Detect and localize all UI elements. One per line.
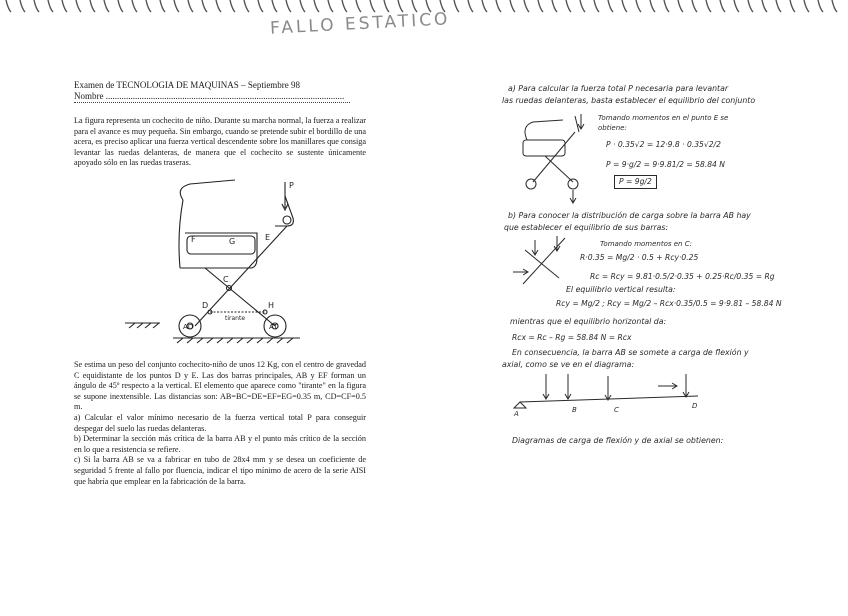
solution-b-line1: b) Para conocer la distribución de carga sobre la barra AB hay <box>508 211 751 220</box>
solution-b-line3: El equilibrio vertical resulta: <box>566 285 676 294</box>
name-line: Nombre .......................................................................................................... <box>74 91 350 103</box>
solution-a-note2: obtiene: <box>598 124 627 132</box>
solution-b-eq2: Rc = Rcy = 9.81·0.5/2·0.35 + 0.25·Rc/0.35 = Rg <box>590 272 775 281</box>
solution-bottom-note: Diagramas de carga de flexión y de axial se obtienen: <box>512 436 724 445</box>
solution-b-note1: Tomando momentos en C: <box>600 240 692 248</box>
intro-paragraph: La figura representa un cochecito de niño. Durante su marcha normal, la fuerza a realizar para el avance es muy pequeña. Sin embargo, cuando se pretende subir el bordillo de una acera, es preciso aplicar una fuerza vertical descendente sobre los manillares que consiga levantar las ruedas delanteras, de manera que el cochecito se sustente únicamente apoyado sólo en las ruedas traseras. <box>74 116 366 168</box>
label-h: H <box>268 301 275 310</box>
exam-title: Examen de TECNOLOGIA DE MAQUINAS – Septiembre 98 <box>74 80 301 90</box>
label-f: F <box>191 235 196 244</box>
label-tirante: tirante <box>225 315 246 322</box>
label-e: E <box>265 233 271 242</box>
question-a: a) Calcular el valor mínimo necesario de la fuerza vertical total P para conseguir despegar del suelo las ruedas delanteras. <box>74 412 366 433</box>
label-ad: AD <box>183 323 194 331</box>
solution-a-result: P = 9g/2 <box>614 175 657 189</box>
load-diagram <box>508 368 728 418</box>
solution-b-line2: que establecer el equilibrio de sus barras: <box>504 223 669 232</box>
exam-header <box>74 80 364 103</box>
label-d: D <box>202 301 209 310</box>
label-at: AT <box>269 323 278 331</box>
solution-a-sketch <box>515 110 595 205</box>
solution-a-line1: a) Para calcular la fuerza total P necesaria para levantar <box>508 84 729 93</box>
solution-b-eq4: Rcx = Rc – Rg = 58.84 N = Rcx <box>512 333 632 342</box>
question-c: c) Si la barra AB se va a fabricar en tubo de 28x4 mm y se desea un coeficiente de seguridad 5 frente al fallo por fluencia, indicar el tipo mínimo de acero de la serie AISI que habría que emplear en la fabricación de la barra. <box>74 455 366 486</box>
solution-b-line6: axial, como se ve en el diagrama: <box>502 360 635 369</box>
solution-a-eq1: P · 0.35√2 = 12·9.8 · 0.35√2/2 <box>606 140 721 149</box>
label-p: P <box>289 181 294 190</box>
solution-b-line5: En consecuencia, la barra AB se somete a carga de flexión y <box>512 348 749 357</box>
handwritten-title: FALLO ESTATICO <box>269 9 451 39</box>
label-g: G <box>229 237 236 246</box>
problem-intro <box>74 116 366 169</box>
diagram-label-d: D <box>692 402 698 410</box>
problem-statement <box>74 360 366 487</box>
statement-paragraph: Se estima un peso del conjunto cochecito-niño de unos 12 Kg, con el centro de gravedad C equidistante de los puntos D y E. Las dos barras principales, AB y EF forman un ángulo de 45º respecto a la vertical. El elemento que aparece como "tirante" en la figura se supone inextensible. Las distancias son: AB=BC=DE=EF=EG=0.35 m, CD=CF=0.5 m. <box>74 360 366 412</box>
question-b: b) Determinar la sección más crítica de la barra AB y el punto más crítico de la sección en lo que a resistencia se refiere. <box>74 434 366 454</box>
solution-b-sketch <box>505 232 580 292</box>
diagram-label-b: B <box>572 406 577 414</box>
solution-a-eq2: P = 9·g/2 = 9·9.81/2 = 58.84 N <box>606 160 725 169</box>
diagram-label-a: A <box>514 410 519 418</box>
stroller-figure <box>125 178 315 348</box>
solution-a-line2: las ruedas delanteras, basta establecer el equilibrio del conjunto <box>502 96 756 105</box>
solution-b-eq3: Rcy = Mg/2 ; Rcy = Mg/2 – Rcx·0.35/0.5 = 9·9.81 – 58.84 N <box>556 299 782 308</box>
label-c: C <box>223 275 229 284</box>
solution-a-note1: Tomando momentos en el punto E se <box>598 114 729 122</box>
solution-b-line4: mientras que el equilibrio horizontal da: <box>510 317 667 326</box>
diagram-label-c: C <box>614 406 619 414</box>
solution-b-eq1: R·0.35 = Mg/2 · 0.5 + Rcy·0.25 <box>580 253 699 262</box>
stroller-hood <box>180 180 235 200</box>
